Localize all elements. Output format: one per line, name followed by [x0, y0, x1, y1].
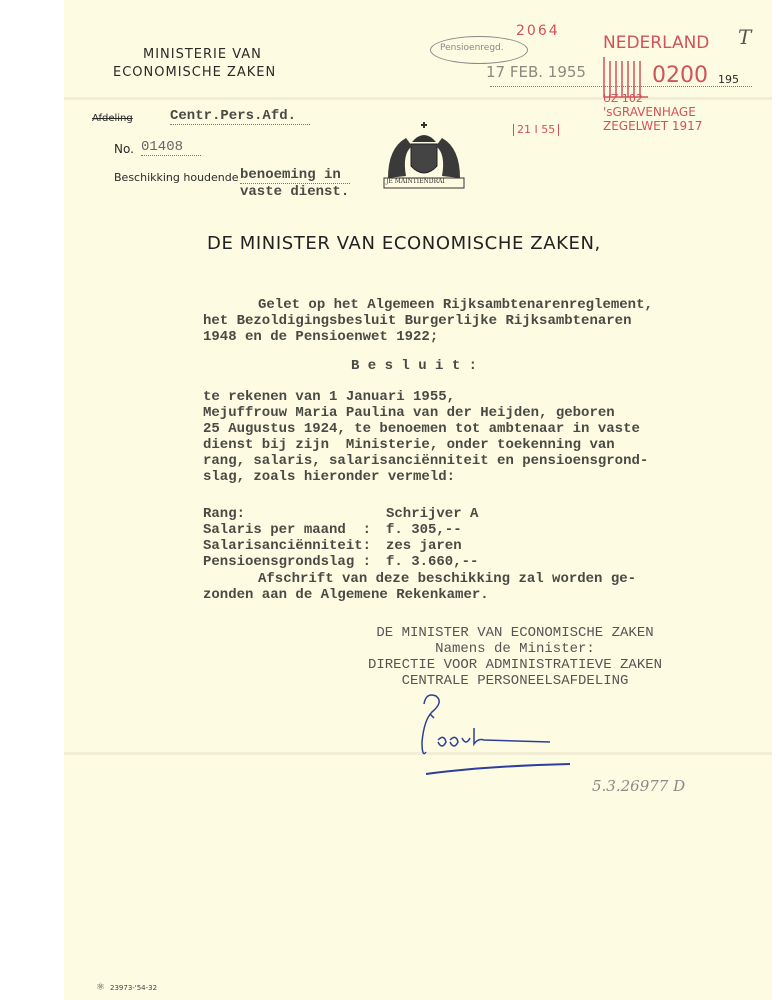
year-dotted-line [490, 86, 752, 87]
afdeling-label: Afdeling [92, 113, 133, 124]
oval-stamp-text: Pensioenregd. [440, 43, 504, 53]
beschikking-label: Beschikking houdende [114, 171, 239, 184]
signature-block-line: CENTRALE PERSONEELSAFDELING [401, 673, 629, 689]
footer-code: 23973-'54-32 [110, 984, 158, 992]
printer-mark-icon: ⚛ [96, 982, 105, 993]
handwritten-signature [410, 692, 580, 777]
signature-block-line: Namens de Minister: [435, 641, 595, 657]
detail-value: zes jaren [386, 538, 462, 554]
beschikking-line1: benoeming in [240, 167, 350, 184]
date-stamp: 17 FEB. 1955 [486, 63, 586, 81]
detail-value: f. 305,-- [386, 522, 462, 538]
detail-value: f. 3.660,-- [386, 554, 479, 570]
decision-line: slag, zoals hieronder vermeld: [203, 469, 456, 485]
signature-block-line: DIRECTIE VOOR ADMINISTRATIEVE ZAKEN [367, 657, 663, 673]
decision-line: Mejuffrouw Maria Paulina van der Heijden, geboren [203, 405, 615, 421]
detail-label: Pensioensgrondslag : [203, 554, 372, 570]
considerans-line: 1948 en de Pensioenwet 1922; [203, 329, 439, 345]
meter-value: 0200 [652, 63, 708, 88]
beschikking-line2: vaste dienst. [240, 184, 350, 200]
meter-law: ZEGELWET 1917 [603, 119, 703, 133]
meter-city: 'sGRAVENHAGE [603, 105, 696, 119]
letterhead-line2: ECONOMISCHE ZAKEN [113, 65, 277, 80]
besluit-heading: B e s l u i t : [351, 358, 478, 374]
paper-fold [64, 97, 772, 100]
crest-motto: JE MAINTIENDRAI [386, 178, 445, 185]
meter-country: NEDERLAND [603, 33, 710, 53]
considerans-line: Gelet op het Algemeen Rijksambtenarenreglement, [216, 297, 653, 313]
detail-label: Rang: [203, 506, 246, 522]
decision-line: 25 Augustus 1924, te benoemen tot ambtenaar in vaste [203, 421, 640, 437]
registration-number: 2064 [516, 23, 560, 39]
detail-label: Salaris per maand : [203, 522, 372, 538]
meter-code: UZ 102 [603, 92, 643, 105]
considerans-line: het Bezoldigingsbesluit Burgerlijke Rijksambtenaren [203, 313, 632, 329]
year-field: 195 [718, 73, 739, 86]
detail-value: Schrijver A [386, 506, 479, 522]
decision-line: dienst bij zijn Ministerie, onder toekenning van [203, 437, 615, 453]
detail-label: Salarisanciënniteit: [203, 538, 372, 554]
pencil-mark: T [738, 25, 752, 49]
document-title: DE MINISTER VAN ECONOMISCHE ZAKEN, [207, 233, 601, 254]
no-label: No. [114, 142, 134, 156]
decision-line: rang, salaris, salarisanciënniteit en pensioensgrond- [203, 453, 649, 469]
signature-block-line: DE MINISTER VAN ECONOMISCHE ZAKEN [376, 625, 654, 641]
afdeling-value: Centr.Pers.Afd. [170, 108, 310, 125]
letterhead-line1: MINISTERIE VAN [143, 47, 262, 62]
copy-note-line: zonden aan de Algemene Rekenkamer. [203, 587, 489, 603]
copy-note-line: Afschrift van deze beschikking zal worden ge- [216, 571, 637, 587]
no-value: 01408 [141, 139, 201, 156]
decision-line: te rekenen van 1 Januari 1955, [203, 389, 456, 405]
archive-note: 5.3.26977 D [592, 777, 686, 795]
received-date-stamp: 21 I 55 [513, 124, 559, 136]
